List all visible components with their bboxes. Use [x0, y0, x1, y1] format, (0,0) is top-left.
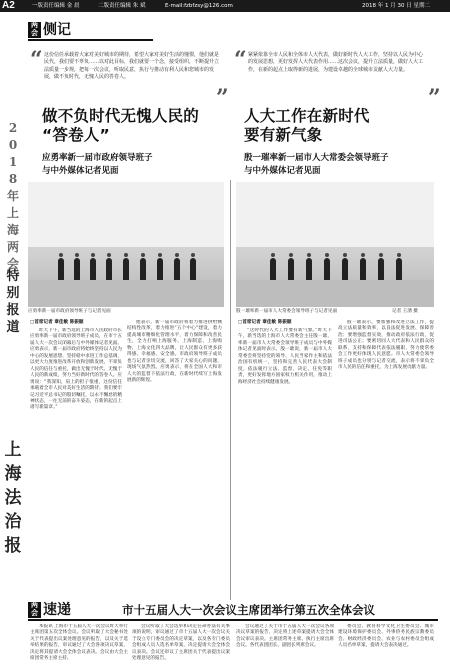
editor-this-page: 二版责任编辑 朱 斌 — [98, 3, 146, 9]
right-photo-caption: 殷一璀率新一届市人大常委会领导班子与记者见面 — [236, 309, 338, 314]
issue-date: 2018 年 1 月 30 日 星期二 — [362, 3, 430, 9]
bottom-col-3: 会议通过了关于市十五届人大一次会议各项决议草案的报告，决定将上述草案提请大会全体会议审议表决。主席团常务主席、执行主席出席会议。各代表团团长、副团长列席会议。 — [236, 624, 334, 649]
section-title-bottom: 速递 — [43, 602, 71, 618]
left-article-col-1: 昨天下午，新当选的上海市人民政府市长应勇率新一届市政府领导班子成员，在市十五届人大一次会议闭幕后与中外媒体记者见面。应勇表示，新一届市政府将始终坚持以人民为中心的发展思想，坚持稳中求进工作总基调，以更大力度推进改革开放和创新发展，不辜负人民的信任与重托，做出无愧于时代、无愧于人民的新成绩，努力当好新时代的答卷人。应勇说：“我深知，肩上的担子很重，这份信任承载着全市人民对美好生活的期待。我们要牢记习近平总书记的殷切嘱托，以永不懈怠的精神状态，一往无前的奋斗姿态，在新的起点上谱写新篇章。” — [30, 328, 122, 411]
side-report-text: 特别报道 — [6, 269, 20, 335]
right-article-col-2: 殷一璀表示，要加强和改进立法工作，提高立法质量和效率，以良法促进发展、保障善治；要增强监督实效，推动政府依法行政，促进司法公正；要密切同人大代表和人民群众的联系，支持和保障代表依法履职，努力使常委会工作更好体现人民意愿。市人大常委会领导班子成员也分别与记者交流，表示将不辜负全市人民的信任和重托，为上海发展贡献力量。 — [338, 320, 434, 371]
left-subhead-2: 与中外媒体记者见面 — [42, 166, 119, 176]
bottom-col-2: 会议听取了大会选举和决定任命办法有关事项的说明，审议通过了市十五届人大一次会议关于设立专门委员会的决定草案，以及各专门委员会组成人员人选名单草案，决定提请大会全体会议表决。会议还审议了主席团关于代表提出议案处理意见的报告。 — [132, 624, 230, 662]
section-badge-bottom: 两会 — [28, 602, 41, 618]
left-headline-line1: 做不负时代无愧人民的 — [42, 107, 200, 125]
page-number: A2 — [2, 0, 15, 11]
bottom-col-1: 本报讯 上海市十五届人大一次会议昨天举行主席团第五次全体会议。会议听取了大会秘书处关于代表提出议案处理意见的报告，以及关于选举结果的报告，审议通过了大会各项决议草案，决定将其提请大会全体会议表决。会议由大会主席团常务主席主持。 — [30, 624, 128, 662]
left-byline: □首席记者 章佳敏 陈振颐 — [30, 320, 84, 325]
quote-mark-close-icon: ” — [216, 85, 229, 111]
left-subhead-1: 应勇率新一届市政府领导班子 — [42, 153, 153, 163]
quote-mark-icon-right: “ — [234, 47, 247, 73]
section-underline-bottom — [28, 619, 438, 621]
left-quote: 这份信任承载着大家对美好城市的期待，希望大家对美好生活的憧憬，他们就是民代，我们要不辜负……以对此目标，我们就要一个念，接受组织，不断提升立法质量一步规，把每一次会议，听取民意，执行与推动有利人民和您城市的发展，做不负时代，无愧人民的答卷人。 — [44, 52, 220, 80]
side-year-text: 2018年上海两会 — [6, 121, 19, 271]
right-subhead-2: 与中外媒体记者见面 — [244, 166, 321, 176]
right-headline-line1: 人大工作在新时代 — [244, 107, 370, 125]
right-quote: 紧紧依靠全市人民和全体市人大代表，做好新时代人大工作，坚持以人民为中心的发展思想，更好发挥人大代表作用……这次会议，提升立法质量，做好人大工作，在新的起点上取得新的进展，为建设卓越的全球城市贡献人大力量。 — [248, 52, 424, 73]
section-title: 侧记 — [43, 22, 71, 38]
editor-chief: 一版责任编辑 金 晨 — [32, 3, 80, 9]
quote-mark-close-icon-right: ” — [428, 85, 441, 111]
right-subhead-1: 殷一璀率新一届市人大常委会领导班子 — [244, 153, 389, 163]
left-article-col-2: 他表示，新一届市政府将着力推进供给侧结构性改革，着力推进“五个中心”建设，着力提高城市精细化管理水平，着力保障和改善民生，全力打响上海服务、上海制造、上海购物、上海文化四大品牌，让人民群众有更多获得感、幸福感、安全感。市政府领导班子成员也与记者亲切交流，回答了大家关心的问题，现场气氛热烈。应勇表示，将在全国人大和市人大的监督下依法行政，在新时代续写上海发展新的辉煌。 — [127, 320, 222, 384]
section-underline — [28, 39, 153, 41]
section-badge: 两会 — [28, 22, 41, 38]
right-article-col-1: “这时代的人大工作要有新气象。”昨天下午，新当选的上海市人大常委会主任殷一璀，率新一届市人大常委会领导班子成员与中外媒体记者见面时表示。殷一璀说，新一届市人大常委会将坚持党的领导、人民当家作主和依法治国有机统一，坚持和完善人民代表大会制度，依法履行立法、监督、决定、任免等职责，更好发挥地方国家权力机关作用，推动上海经济社会持续健康发展。 — [238, 328, 332, 385]
right-headline-line2: 要有新气象 — [244, 126, 323, 144]
right-photo-credit: 记者 王湧 摄 — [392, 309, 418, 314]
left-photo-caption: 应勇率新一届市政府领导班子与记者见面 — [28, 309, 111, 314]
left-headline-line2: “答卷人” — [42, 126, 110, 144]
right-byline: □首席记者 章佳敏 陈振颐 — [238, 320, 292, 325]
quote-mark-icon: “ — [30, 47, 43, 73]
contact-email: E-mail:fzbfzsy@126.com — [165, 3, 233, 9]
left-group-photo — [28, 182, 224, 307]
side-banner — [0, 120, 26, 640]
section-header-sidelights — [28, 22, 153, 38]
right-group-photo — [236, 182, 434, 307]
bottom-headline: 市十五届人大一次会议主席团举行第五次全体会议 — [122, 603, 375, 617]
bottom-col-4: 委员会、教育科学文化卫生委员会、城市建设环境保护委员会、外事侨务民族宗教委员会、财政经济委员会、农业与农村委员会组成人员名单草案，提请大会表决通过。 — [338, 624, 434, 649]
column-divider — [230, 180, 231, 600]
header-bar — [0, 0, 450, 12]
side-brand-text: 上海法治报 — [4, 440, 22, 556]
